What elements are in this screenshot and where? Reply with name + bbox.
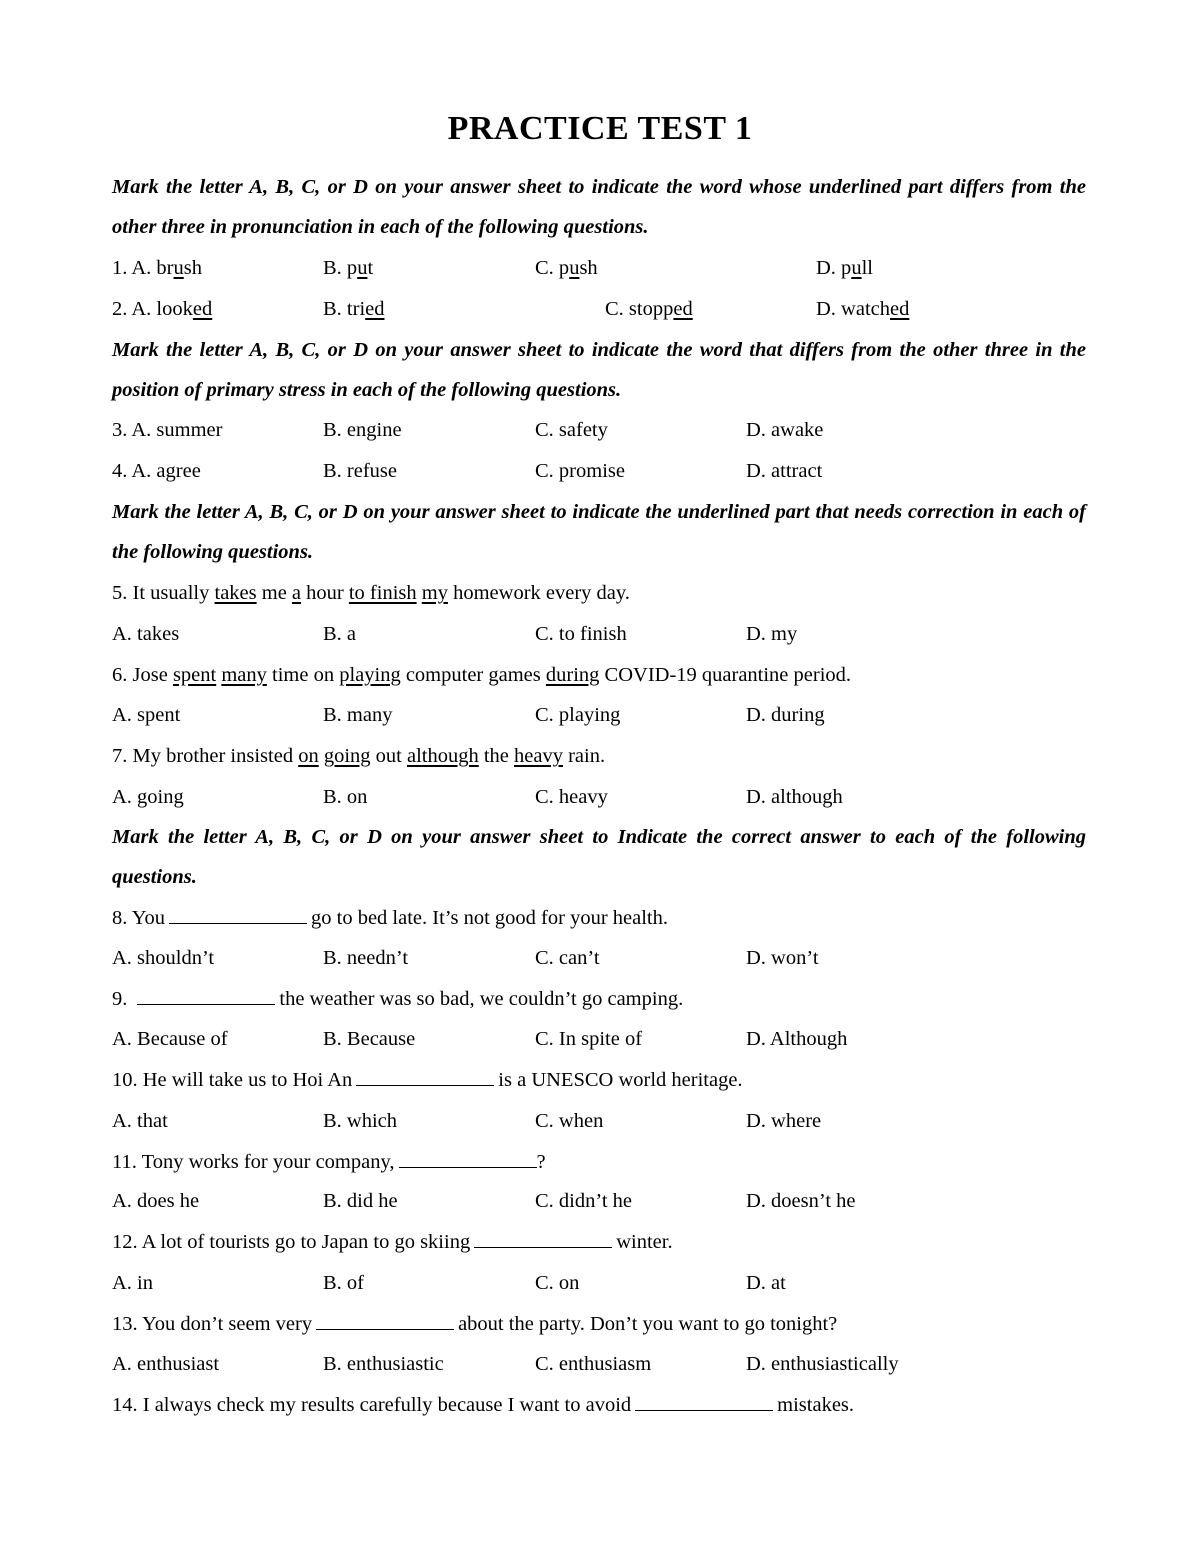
option: A. Because of bbox=[112, 1028, 228, 1050]
option: B. did he bbox=[323, 1190, 398, 1212]
option: C. to finish bbox=[535, 623, 627, 645]
option: B. which bbox=[323, 1110, 398, 1132]
option: B. enthusiastic bbox=[323, 1353, 444, 1375]
option: C. when bbox=[535, 1110, 604, 1132]
question-stem: 8. You go to bed late. It’s not good for your health. bbox=[112, 898, 1092, 938]
answer-blank bbox=[635, 1388, 773, 1411]
question-stem: 9. the weather was so bad, we couldn’t go camping. bbox=[112, 979, 1092, 1019]
option: B. engine bbox=[323, 419, 402, 441]
option: D. won’t bbox=[746, 947, 819, 969]
option: B. Because bbox=[323, 1028, 416, 1050]
answer-blank bbox=[356, 1063, 494, 1086]
option: B. many bbox=[323, 704, 393, 726]
option: B. needn’t bbox=[323, 947, 409, 969]
option: D. attract bbox=[746, 460, 823, 482]
question-stem: 14. I always check my results carefully because I want to avoid mistakes. bbox=[112, 1385, 1092, 1425]
answer-blank bbox=[137, 982, 275, 1005]
question-stem: 10. He will take us to Hoi An is a UNESCO world heritage. bbox=[112, 1060, 1092, 1100]
answer-blank bbox=[399, 1145, 537, 1168]
option: C. can’t bbox=[535, 947, 600, 969]
section-instruction: Mark the letter A, B, C, or D on your answer sheet to indicate the word whose underlined part differs from the other three in pronunciation in each of the following questions. bbox=[112, 176, 1086, 238]
option: C. stopped bbox=[605, 298, 693, 320]
option: D. during bbox=[746, 704, 825, 726]
option: B. put bbox=[323, 257, 374, 279]
option: 3. A. summer bbox=[112, 419, 223, 441]
question-stem: 5. It usually takes me a hour to finish my homework every day. bbox=[112, 582, 630, 604]
option: A. spent bbox=[112, 704, 181, 726]
option: A. going bbox=[112, 786, 184, 808]
option: A. in bbox=[112, 1272, 153, 1294]
option: B. on bbox=[323, 786, 368, 808]
question-stem: 6. Jose spent many time on playing computer games during COVID-19 quarantine period. bbox=[112, 664, 852, 686]
option: C. push bbox=[535, 257, 598, 279]
option: D. my bbox=[746, 623, 798, 645]
answer-blank bbox=[169, 901, 307, 924]
option: B. a bbox=[323, 623, 357, 645]
question-stem: 13. You don’t seem very about the party. Don’t you want to go tonight? bbox=[112, 1304, 1092, 1344]
option: D. awake bbox=[746, 419, 824, 441]
question-stem: 12. A lot of tourists go to Japan to go skiing winter. bbox=[112, 1222, 1092, 1262]
option: D. although bbox=[746, 786, 843, 808]
option: D. where bbox=[746, 1110, 822, 1132]
answer-blank bbox=[474, 1225, 612, 1248]
page-title: PRACTICE TEST 1 bbox=[447, 110, 753, 147]
option: A. shouldn’t bbox=[112, 947, 215, 969]
option: C. In spite of bbox=[535, 1028, 643, 1050]
option: C. promise bbox=[535, 460, 625, 482]
option: 1. A. brush bbox=[112, 257, 202, 279]
option: 2. A. looked bbox=[112, 298, 213, 320]
option: C. playing bbox=[535, 704, 621, 726]
option: A. that bbox=[112, 1110, 168, 1132]
option: D. at bbox=[746, 1272, 786, 1294]
question-stem: 11. Tony works for your company, ? bbox=[112, 1142, 1092, 1182]
section-instruction: Mark the letter A, B, C, or D on your answer sheet to indicate the word that differs from the other three in the position of primary stress in each of the following questions. bbox=[112, 339, 1086, 401]
option: 4. A. agree bbox=[112, 460, 201, 482]
answer-blank bbox=[316, 1307, 454, 1330]
option: D. Although bbox=[746, 1028, 848, 1050]
option: C. enthusiasm bbox=[535, 1353, 652, 1375]
section-instruction: Mark the letter A, B, C, or D on your answer sheet to indicate the underlined part that needs correction in each of the following questions. bbox=[112, 501, 1086, 563]
option: D. doesn’t he bbox=[746, 1190, 856, 1212]
option: C. heavy bbox=[535, 786, 608, 808]
option: B. refuse bbox=[323, 460, 398, 482]
option: B. tried bbox=[323, 298, 385, 320]
option: B. of bbox=[323, 1272, 364, 1294]
option: A. enthusiast bbox=[112, 1353, 220, 1375]
section-instruction: Mark the letter A, B, C, or D on your answer sheet to Indicate the correct answer to each of the following questions. bbox=[112, 826, 1086, 888]
option: C. didn’t he bbox=[535, 1190, 632, 1212]
option: A. takes bbox=[112, 623, 180, 645]
option: A. does he bbox=[112, 1190, 200, 1212]
option: D. watched bbox=[816, 298, 910, 320]
question-stem: 7. My brother insisted on going out although the heavy rain. bbox=[112, 745, 606, 767]
option: C. on bbox=[535, 1272, 580, 1294]
option: C. safety bbox=[535, 419, 608, 441]
option: D. enthusiastically bbox=[746, 1353, 899, 1375]
option: D. pull bbox=[816, 257, 873, 279]
